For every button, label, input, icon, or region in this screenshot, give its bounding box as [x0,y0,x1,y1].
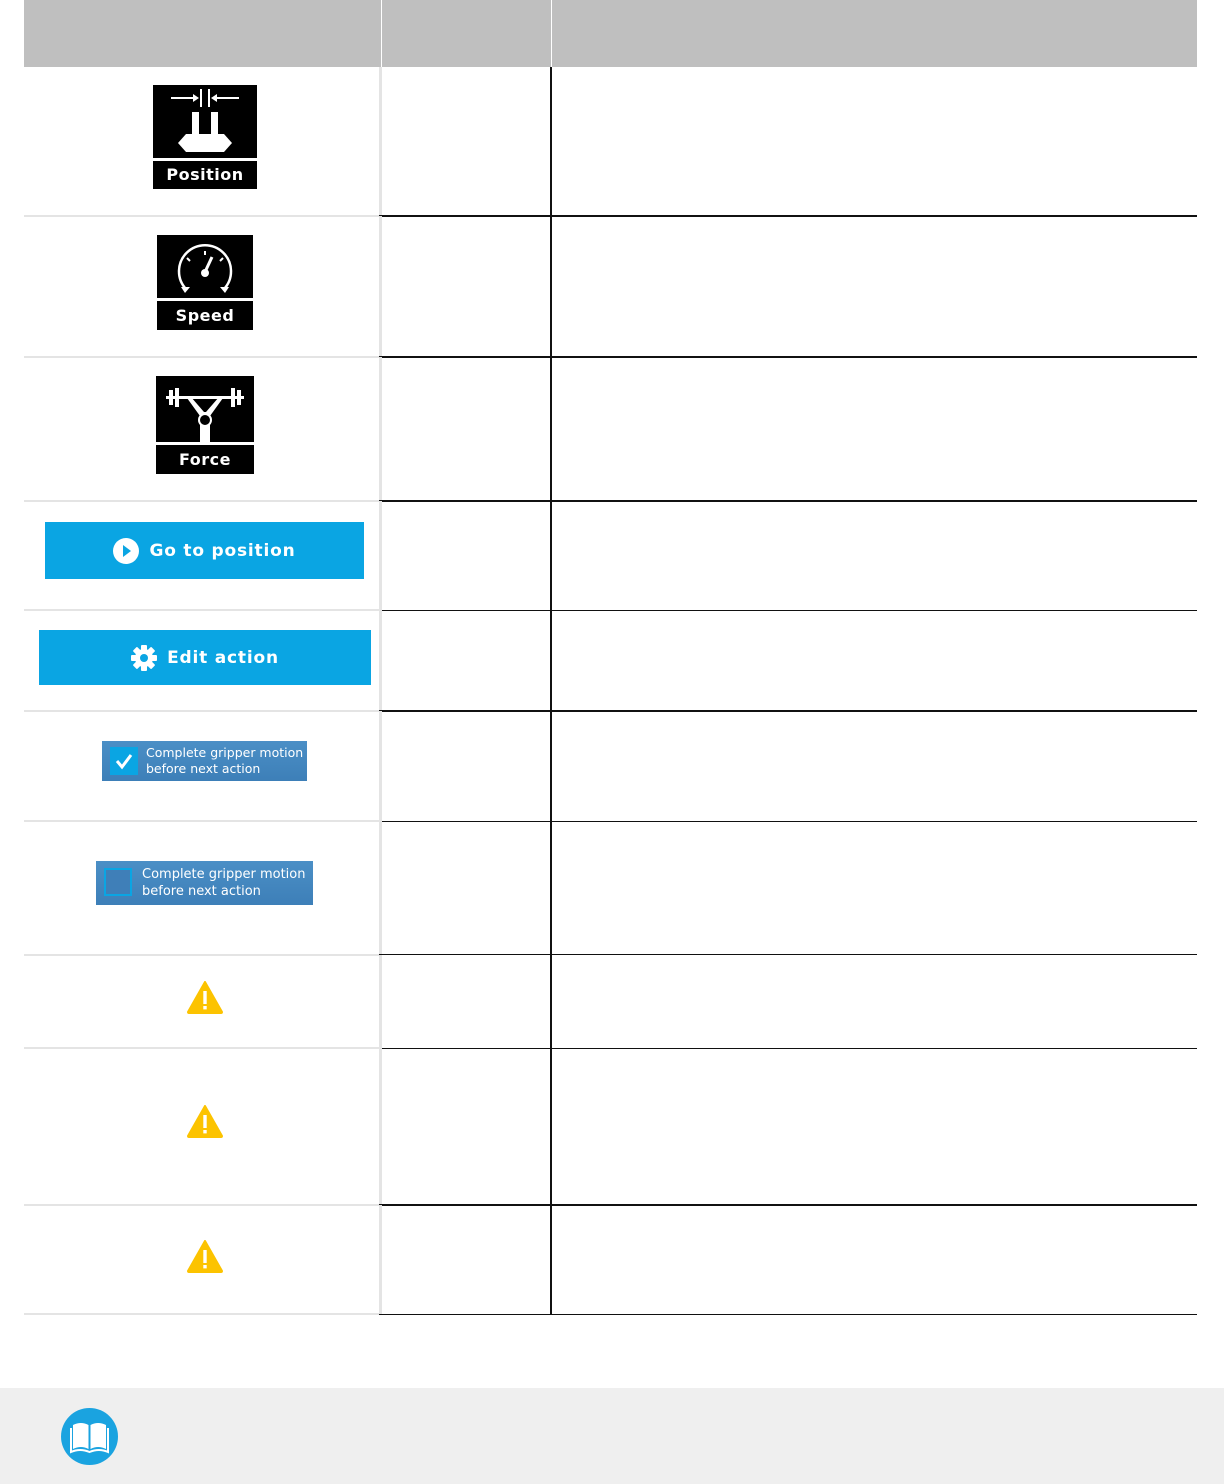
force-icon [156,376,254,474]
position-icon [153,85,257,189]
table-row [24,610,1197,711]
table-row [24,1048,1197,1205]
table-row [24,821,1197,955]
description-cell [552,216,1197,357]
description-cell [552,955,1197,1048]
description-cell [552,1048,1197,1205]
description-cell [552,610,1197,711]
icon-cell [24,711,379,821]
icon-cell [24,1205,379,1315]
checkbox-line-1: Complete gripper motion [142,867,306,882]
warning-icon [187,1240,223,1273]
go-to-position-label: Go to position [149,540,296,561]
name-cell [382,1048,550,1205]
complete-motion-checkbox-unchecked[interactable] [96,861,313,905]
complete-motion-checkbox-checked[interactable] [102,741,307,781]
checkbox-line-2: before next action [146,761,261,776]
header-divider [381,0,382,67]
icon-cell [24,1048,379,1205]
table-row [24,67,1197,216]
name-cell [382,821,550,955]
table-row [24,711,1197,821]
header-divider [551,0,552,67]
description-cell [552,1205,1197,1315]
checkmark-icon [110,747,138,775]
description-cell [552,67,1197,216]
speed-icon [157,235,253,330]
page-footer [0,1388,1224,1484]
description-cell [552,711,1197,821]
force-label: Force [179,450,231,469]
table-row [24,955,1197,1048]
table-header [24,0,1197,67]
checkbox-line-1: Complete gripper motion [146,745,304,760]
table-row [24,216,1197,357]
table-row [24,357,1197,501]
play-circle-icon [113,538,139,564]
icon-cell [24,357,379,501]
icon-cell [24,67,379,216]
name-cell [382,67,550,216]
description-cell [552,357,1197,501]
name-cell [382,610,550,711]
icon-cell [24,610,379,711]
icon-cell [24,955,379,1048]
description-cell [552,501,1197,610]
icon-cell [24,501,379,610]
name-cell [382,216,550,357]
go-to-position-button[interactable] [45,522,364,579]
table-row [24,501,1197,610]
empty-checkbox-icon [104,868,132,896]
table-row [24,1205,1197,1315]
speed-label: Speed [175,306,235,325]
name-cell [382,501,550,610]
warning-icon [187,1105,223,1138]
name-cell [382,357,550,501]
name-cell [382,1205,550,1315]
icon-cell [24,821,379,955]
edit-action-label: Edit action [167,647,279,668]
gear-icon [131,645,157,671]
book-icon[interactable] [61,1408,118,1465]
name-cell [382,955,550,1048]
warning-icon [187,981,223,1014]
description-cell [552,821,1197,955]
name-cell [382,711,550,821]
icon-cell [24,216,379,357]
position-label: Position [166,165,244,184]
checkbox-line-2: before next action [142,884,261,899]
edit-action-button[interactable] [39,630,371,685]
